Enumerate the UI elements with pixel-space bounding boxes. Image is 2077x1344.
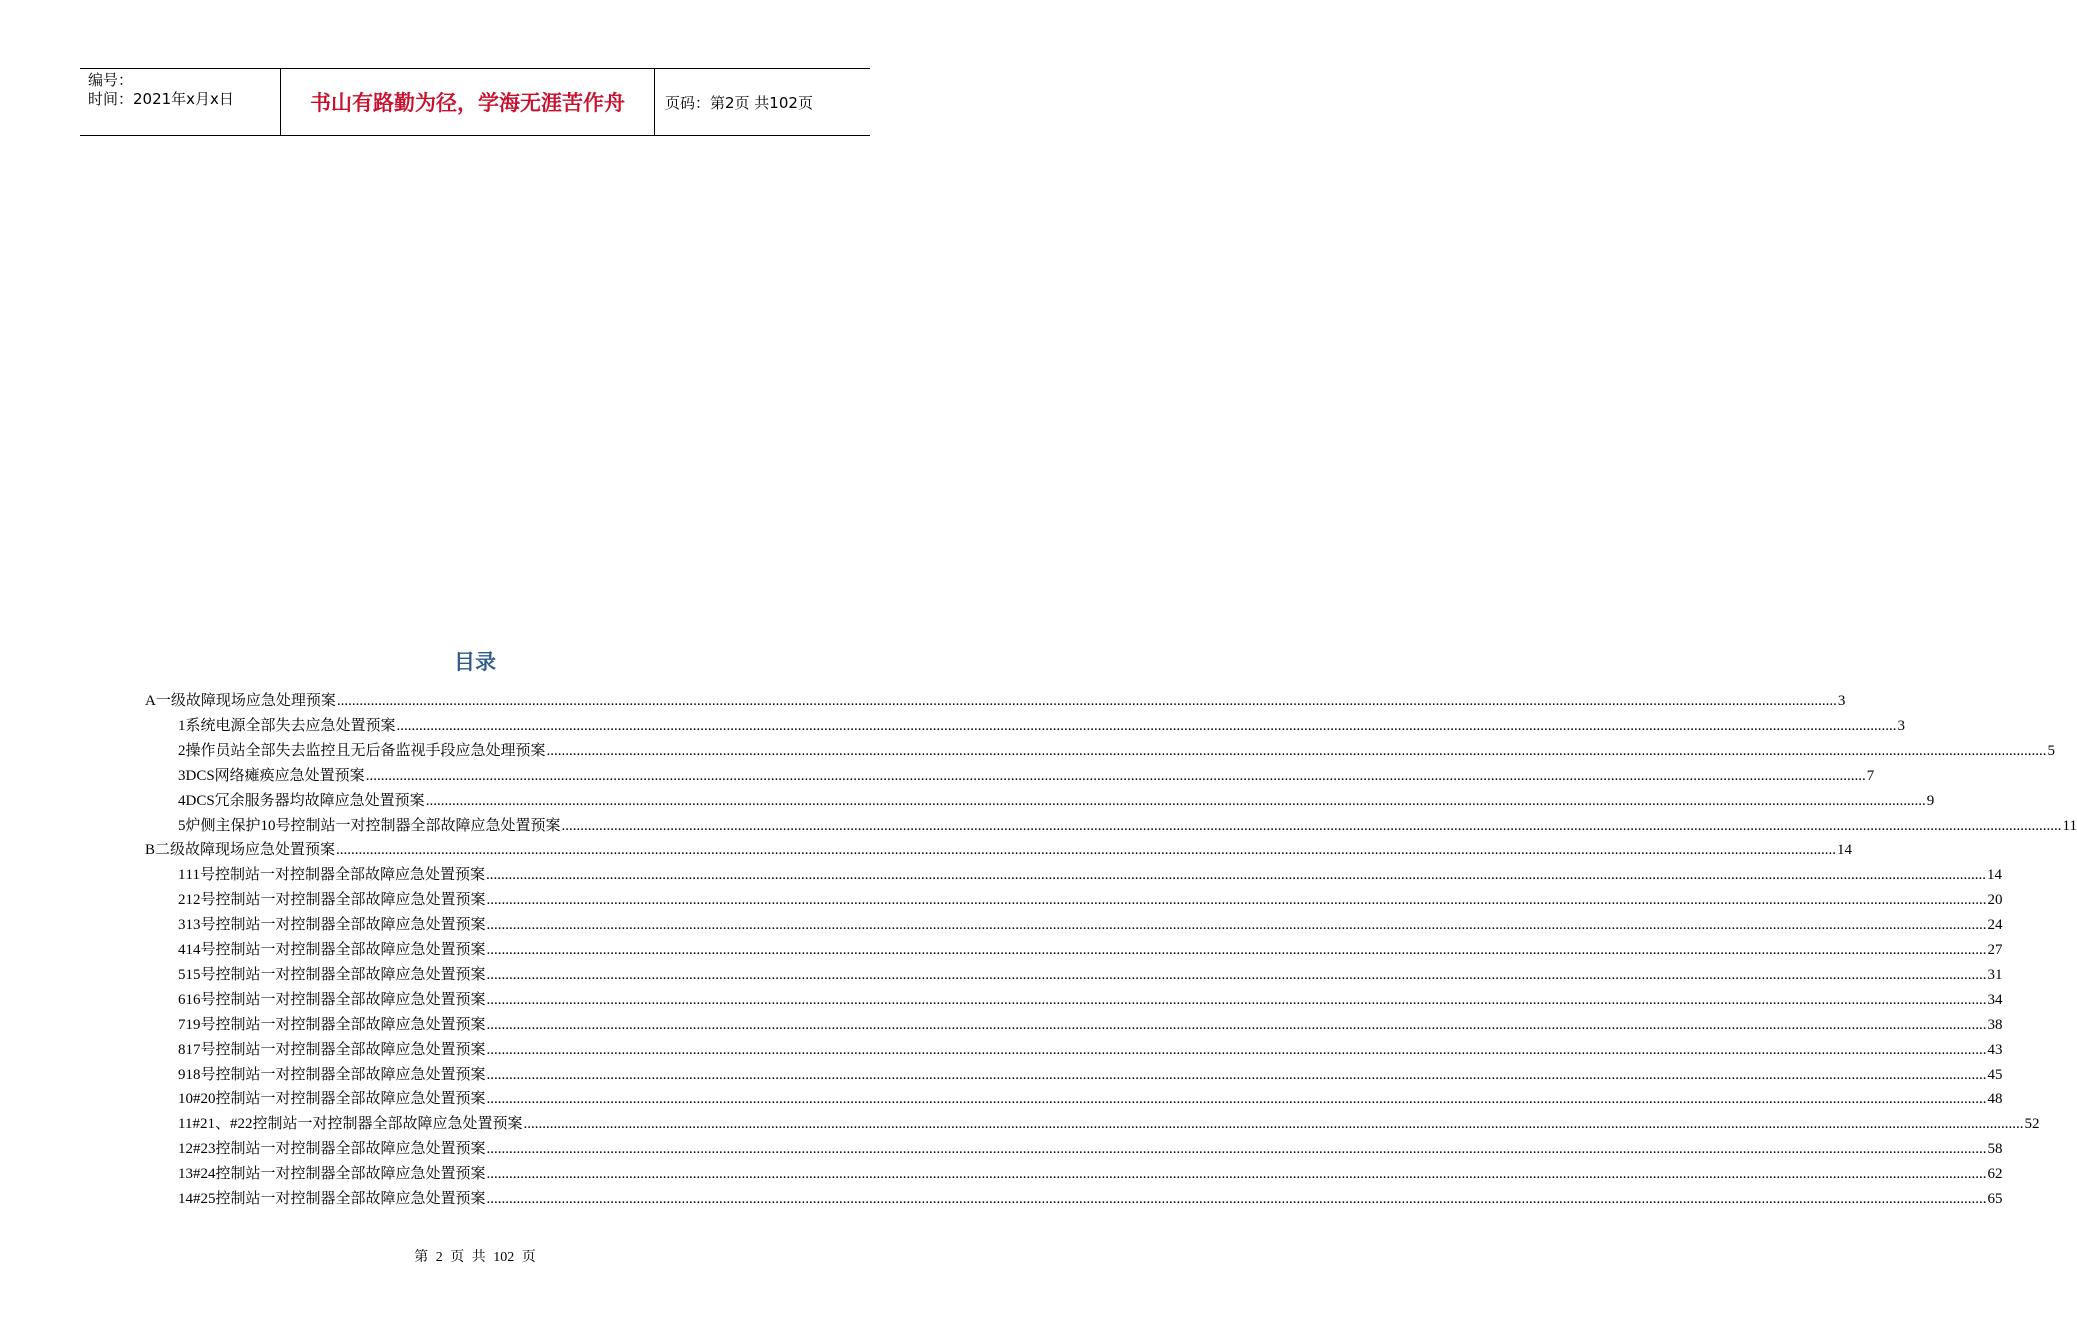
toc-entry[interactable] [178,987,2003,1009]
toc-entry-page: 5 [2047,742,2056,759]
toc-dot-leader: ................................................................................................................................................................................................................................................................................................................................................................................................................ [486,917,1987,934]
toc-entry-number: 3 [178,917,186,934]
toc-entry[interactable] [178,962,2003,984]
toc-entry-number: 1 [178,717,186,734]
toc-entry-label: A一级故障现场应急处理预案 [145,693,336,709]
toc-entry[interactable] [178,713,1906,735]
toc-entry[interactable] [178,1062,2003,1084]
toc-dot-leader: ................................................................................................................................................................................................................................................................................................................................................................................................................ [396,717,1897,734]
toc-entry[interactable] [178,788,1935,810]
toc-entry-label: #21、#22控制站一对控制器全部故障应急处置预案 [192,1116,523,1133]
toc-entry-number: 9 [178,1066,186,1083]
toc-entry[interactable] [178,1012,2003,1034]
toc-entry-page: 11 [2062,817,2077,834]
toc-entry[interactable] [178,763,1875,785]
toc-entry-page: 9 [1926,792,1935,809]
toc-entry-number: 11 [178,1116,193,1133]
document-number-label: 编号： [88,71,134,89]
toc-entry-page: 27 [1987,942,2003,958]
toc-entry-label: 炉侧主保护10号控制站一对控制器全部故障应急处置预案 [185,817,561,834]
toc-entry-label: 15号控制站一对控制器全部故障应急处置预案 [185,966,486,983]
toc-entry-page: 24 [1987,917,2003,934]
toc-dot-leader: ................................................................................................................................................................................................................................................................................................................................................................................................................ [336,842,1837,859]
toc-entry-page: 34 [1987,991,2003,1008]
toc-entry-number: 13 [178,1166,193,1183]
page-footer: 第 2 页 共 102 页 [414,1250,536,1265]
toc-title: 目录 [454,650,496,674]
toc-entry-number: 5 [178,817,186,834]
toc-entry-number: 4 [178,942,186,958]
toc-entry-page: 14 [1986,867,2002,884]
toc-entry-label: 17号控制站一对控制器全部故障应急处置预案 [185,1041,486,1058]
header-page-info: 页码：第2页 共102页 [665,93,813,112]
toc-entry[interactable] [178,1037,2003,1059]
toc-entry[interactable] [178,937,2003,959]
toc-entry[interactable] [178,862,2002,884]
toc-entry-label: 16号控制站一对控制器全部故障应急处置预案 [185,991,486,1008]
toc-dot-leader: ................................................................................................................................................................................................................................................................................................................................................................................................................ [485,867,1986,884]
toc-entry-page: 48 [1987,1091,2003,1108]
toc-entry-label: 12号控制站一对控制器全部故障应急处置预案 [185,892,486,909]
toc-dot-leader: ................................................................................................................................................................................................................................................................................................................................................................................................................ [425,792,1926,809]
toc-entry-page: 3 [1837,693,1846,709]
toc-entry[interactable] [178,1111,2040,1133]
toc-entry[interactable] [178,813,2077,835]
toc-entry-label: 操作员站全部失去监控且无后备监视手段应急处理预案 [185,742,546,759]
toc-dot-leader: ................................................................................................................................................................................................................................................................................................................................................................................................................ [486,1041,1987,1058]
toc-entry-page: 3 [1897,717,1906,734]
toc-entry-label: 11号控制站一对控制器全部故障应急处置预案 [185,867,485,884]
toc-dot-leader: ................................................................................................................................................................................................................................................................................................................................................................................................................ [486,966,1987,983]
toc-entry[interactable] [178,1186,2003,1208]
toc-entry-page: 20 [1987,892,2003,909]
toc-entry-number: 10 [178,1091,193,1108]
toc-entry-number: 4 [178,792,186,809]
toc-entry-number: 7 [178,1016,186,1033]
toc-dot-leader: ................................................................................................................................................................................................................................................................................................................................................................................................................ [486,1191,1987,1207]
header-motto: 书山有路勤为径，学海无涯苦作舟 [281,69,655,135]
toc-dot-leader: ................................................................................................................................................................................................................................................................................................................................................................................................................ [523,1116,2024,1133]
toc-dot-leader: ................................................................................................................................................................................................................................................................................................................................................................................................................ [365,767,1866,784]
toc-entry-label: #25控制站一对控制器全部故障应急处置预案 [193,1191,486,1207]
toc-entry-page: 38 [1987,1016,2003,1033]
toc-entry-page: 43 [1987,1041,2003,1058]
toc-entry-page: 62 [1987,1166,2003,1183]
toc-dot-leader: ................................................................................................................................................................................................................................................................................................................................................................................................................ [486,1091,1987,1108]
toc-entry-label: 14号控制站一对控制器全部故障应急处置预案 [185,942,486,958]
toc-entry-page: 65 [1987,1191,2003,1207]
toc-entry-number: 12 [178,1141,193,1158]
toc-entry-number: 3 [178,767,186,784]
toc-entry[interactable] [178,912,2003,934]
toc-dot-leader: ................................................................................................................................................................................................................................................................................................................................................................................................................ [486,1166,1987,1183]
toc-dot-leader: ................................................................................................................................................................................................................................................................................................................................................................................................................ [486,1016,1987,1033]
toc-entry-page: 31 [1987,966,2003,983]
toc-dot-leader: ................................................................................................................................................................................................................................................................................................................................................................................................................ [486,942,1987,958]
toc-entry-number: 2 [178,742,186,759]
toc-entry-label: #20控制站一对控制器全部故障应急处置预案 [193,1091,486,1108]
toc-entry[interactable] [178,738,2056,760]
toc-entry-page: 45 [1987,1066,2003,1083]
toc-dot-leader: ................................................................................................................................................................................................................................................................................................................................................................................................................ [486,1141,1987,1158]
toc-entry-label: 19号控制站一对控制器全部故障应急处置预案 [185,1016,486,1033]
toc-entry-label: B二级故障现场应急处置预案 [145,842,336,859]
toc-entry-label: #24控制站一对控制器全部故障应急处置预案 [193,1166,486,1183]
toc-entry-label: 系统电源全部失去应急处置预案 [185,717,396,734]
toc-entry-page: 14 [1837,842,1853,859]
toc-entry-label: DCS网络瘫痪应急处置预案 [185,767,365,784]
toc-entry-number: 6 [178,991,186,1008]
toc-entry[interactable] [178,1161,2003,1183]
toc-dot-leader: ................................................................................................................................................................................................................................................................................................................................................................................................................ [486,991,1987,1008]
toc-dot-leader: ................................................................................................................................................................................................................................................................................................................................................................................................................ [546,742,2047,759]
header-meta [80,69,281,135]
toc-entry-number: 5 [178,966,186,983]
toc-entry-number: 14 [178,1191,193,1207]
toc-entry[interactable] [145,837,1853,859]
page-header [80,68,870,136]
toc-dot-leader: ................................................................................................................................................................................................................................................................................................................................................................................................................ [486,892,1987,909]
toc-entry-page: 7 [1866,767,1875,784]
toc-entry[interactable] [178,1086,2003,1108]
toc-entry-number: 1 [178,867,186,884]
toc-entry-number: 8 [178,1041,186,1058]
toc-entry-page: 58 [1987,1141,2003,1158]
toc-entry-label: 18号控制站一对控制器全部故障应急处置预案 [185,1066,486,1083]
toc-entry-label: #23控制站一对控制器全部故障应急处置预案 [193,1141,486,1158]
toc-entry-label: DCS冗余服务器均故障应急处置预案 [185,792,425,809]
toc-entry-label: 13号控制站一对控制器全部故障应急处置预案 [185,917,486,934]
toc-dot-leader: ................................................................................................................................................................................................................................................................................................................................................................................................................ [561,817,2062,834]
toc-entry[interactable] [178,887,2003,909]
toc-entry-page: 52 [2024,1116,2040,1133]
toc-entry[interactable] [145,688,1846,710]
toc-dot-leader: ................................................................................................................................................................................................................................................................................................................................................................................................................ [336,693,1837,709]
toc-dot-leader: ................................................................................................................................................................................................................................................................................................................................................................................................................ [486,1066,1987,1083]
document-date: 时间：2021年x月x日 [88,90,234,108]
toc-entry[interactable] [178,1136,2003,1158]
toc-entry-number: 2 [178,892,186,909]
